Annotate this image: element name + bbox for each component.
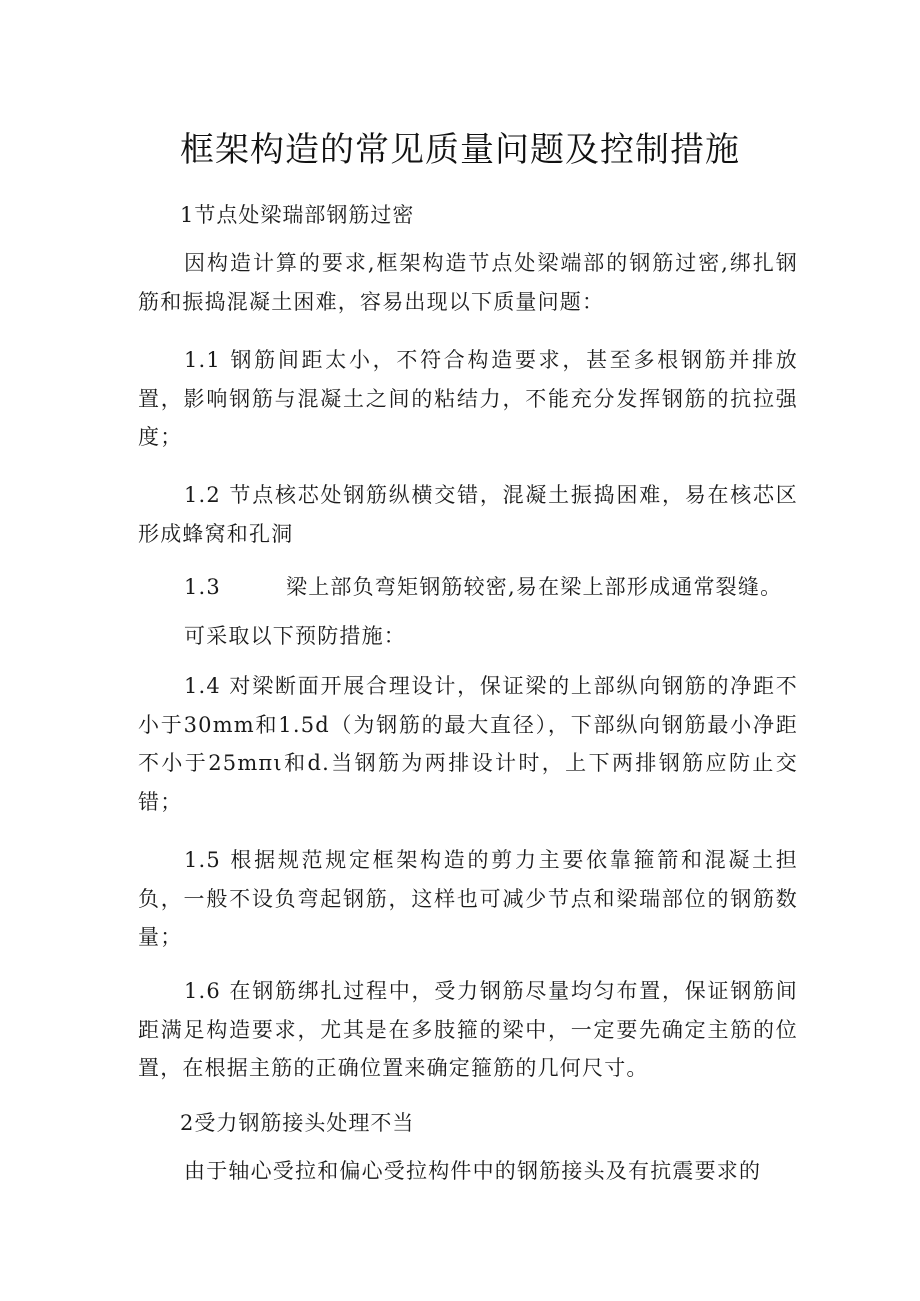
section-1-heading: 1节点处梁瑞部钢筋过密	[180, 203, 415, 227]
section-2-heading: 2受力钢筋接头处理不当	[180, 1111, 415, 1135]
paragraph-2-intro: 由于轴心受拉和偏心受拉构件中的钢筋接头及有抗震要求的	[184, 1159, 762, 1183]
paragraph-1-2: 1.2 节点核芯处钢筋纵横交错，混凝土振捣困难，易在核芯区形成蜂窝和孔洞	[138, 483, 798, 546]
paragraph-prevention-intro: 可采取以下预防措施：	[184, 624, 406, 648]
paragraph-1-3-number: 1.3	[184, 575, 221, 599]
document-title: 框架构造的常见质量问题及控制措施	[180, 130, 740, 170]
paragraph-1-6: 1.6 在钢筋绑扎过程中，受力钢筋尽量均匀布置，保证钢筋间距满足构造要求，尤其是在多肢箍的梁中，一定要先确定主筋的位置，在根据主筋的正确位置来确定箍筋的几何尺寸。	[138, 979, 798, 1080]
paragraph-1-1: 1.1 钢筋间距太小，不符合构造要求，甚至多根钢筋并排放置，影响钢筋与混凝土之间的粘结力，不能充分发挥钢筋的抗拉强度；	[138, 348, 798, 449]
paragraph-1-3-text: 梁上部负弯矩钢筋较密,易在梁上部形成通常裂缝。	[286, 575, 783, 599]
paragraph-1-4: 1.4 对梁断面开展合理设计，保证梁的上部纵向钢筋的净距不小于30mm和1.5d（为钢筋的最大直径），下部纵向钢筋最小净距不小于25mπι和d.当钢筋为两排设计时，上下两排钢筋应防止交错；	[138, 674, 798, 814]
paragraph-1-5: 1.5 根据规范规定框架构造的剪力主要依靠箍箭和混凝土担负，一般不设负弯起钢筋，这样也可减少节点和梁瑞部位的钢筋数量；	[138, 848, 798, 949]
paragraph-intro: 因构造计算的要求,框架构造节点处梁端部的钢筋过密,绑扎钢筋和振捣混凝土困难，容易出现以下质量问题：	[138, 251, 798, 314]
